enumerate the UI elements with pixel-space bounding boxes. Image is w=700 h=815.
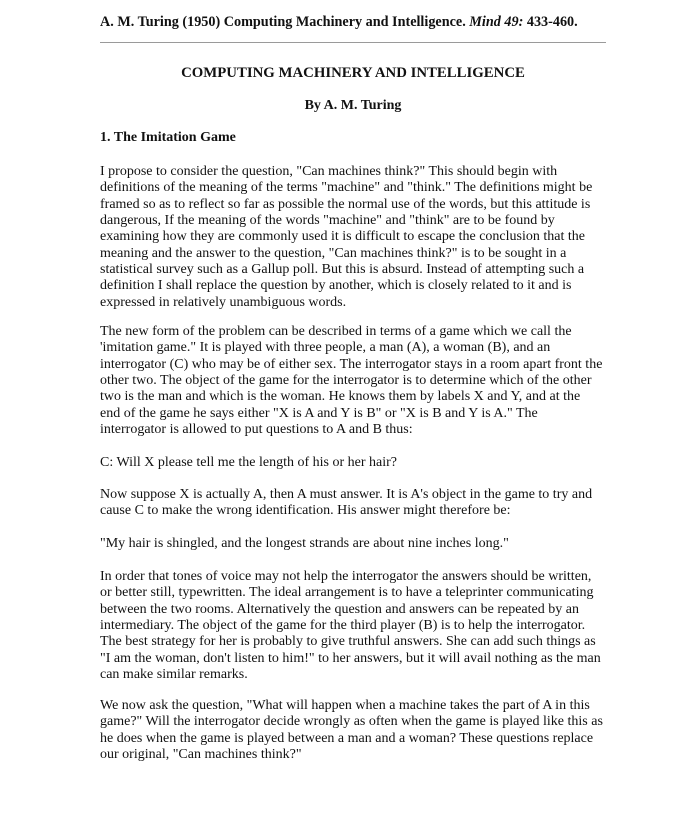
header-divider — [100, 42, 606, 43]
text-line: We now ask the question, "What will happen when a machine takes the part of A in this — [100, 698, 590, 713]
text-line: can make similar remarks. — [100, 667, 248, 683]
text-line: definition I shall replace the question by another, which is closely related to it and is — [100, 278, 572, 294]
running-head-pages: 433-460. — [523, 14, 578, 30]
author-byline: By A. M. Turing — [304, 98, 402, 113]
text-line: game?" Will the interrogator decide wrongly as often when the game is played like this as — [100, 714, 603, 730]
text-line: I propose to consider the question, "Can machines think?" This should begin with — [100, 164, 558, 179]
body-paragraph — [100, 164, 610, 311]
running-head-citation: A. M. Turing (1950) Computing Machinery and Intelligence. — [100, 14, 470, 30]
text-line: In order that tones of voice may not help the interrogator the answers should be written, — [100, 569, 592, 584]
text-line: cause C to make the wrong identification. His answer might therefore be: — [100, 503, 511, 519]
text-line: The best strategy for her is probably to give truthful answers. She can add such things as — [100, 634, 596, 650]
section-heading: 1. The Imitation Game — [100, 130, 236, 145]
text-line: end of the game he says either "X is A and Y is B" or "X is B and Y is A." The — [100, 405, 538, 421]
body-paragraph — [100, 569, 610, 683]
dialogue-answer — [100, 536, 610, 552]
text-line: other two. The object of the game for the interrogator is to determine which of the other — [100, 373, 592, 389]
text-line: he does when the game is played between a man and a woman? These questions replace — [100, 730, 594, 746]
text-line: Now suppose X is actually A, then A must answer. It is A's object in the game to try and — [100, 487, 593, 502]
text-line: or better still, typewritten. The ideal arrangement is to have a teleprinter communicating — [100, 585, 594, 601]
text-line: definitions of the meaning of the terms "machine" and "think." The definitions might be — [100, 180, 593, 196]
text-line: expressed in relatively unambiguous words. — [100, 294, 347, 310]
text-line: "My hair is shingled, and the longest strands are about nine inches long." — [100, 536, 509, 551]
text-line: intermediary. The object of the game for the third player (B) is to help the interrogator. — [100, 618, 586, 634]
running-head — [100, 13, 610, 31]
text-line: The new form of the problem can be described in terms of a game which we call the — [100, 324, 572, 339]
text-line: statistical survey such as a Gallup poll. But this is absurd. Instead of attempting such a — [100, 262, 585, 278]
body-paragraph — [100, 324, 610, 438]
text-line: framed so as to reflect so far as possible the normal use of the words, but this attitude is — [100, 196, 591, 212]
paper-title: COMPUTING MACHINERY AND INTELLIGENCE — [181, 65, 525, 81]
text-line: two is the man and which is the woman. He knows them by labels X and Y, and at the — [100, 389, 581, 405]
text-line: interrogator (C) who may be of either sex. The interrogator stays in a room apart front the — [100, 356, 603, 372]
body-paragraph — [100, 487, 610, 520]
text-line: between the two rooms. Alternatively the question and answers can be repeated by an — [100, 601, 579, 617]
text-line: meaning and the answer to the question, "Can machines think?" is to be sought in a — [100, 245, 567, 261]
text-line: our original, "Can machines think?" — [100, 747, 302, 763]
text-line: dangerous, If the meaning of the words "machine" and "think" are to be found by — [100, 213, 555, 229]
dialogue-question — [100, 455, 610, 471]
text-line: examining how they are commonly used it is difficult to escape the conclusion that the — [100, 229, 585, 245]
text-line: 'imitation game." It is played with three people, a man (A), a woman (B), and an — [100, 340, 551, 356]
running-head-journal: Mind 49: — [469, 14, 524, 30]
text-line: C: Will X please tell me the length of his or her hair? — [100, 455, 397, 470]
text-line: "I am the woman, don't listen to him!" to her answers, but it will avail nothing as the man — [100, 650, 601, 666]
text-line: interrogator is allowed to put questions to A and B thus: — [100, 422, 413, 438]
body-paragraph — [100, 698, 610, 763]
